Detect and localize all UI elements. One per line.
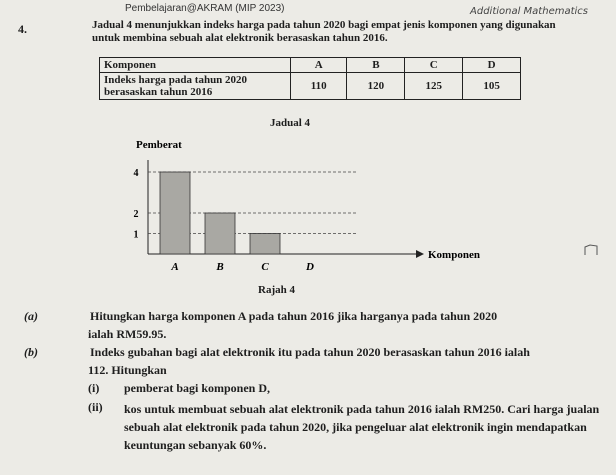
y-tick-label-4: 4 (133, 168, 139, 179)
bar-c (250, 234, 280, 255)
part-i-text: pemberat bagi komponen D, (124, 381, 271, 395)
table-header-label: Komponen (100, 58, 291, 73)
category-label-d: D (306, 261, 314, 273)
part-i-label: (i) (88, 381, 100, 395)
price-index-table (99, 57, 521, 100)
table-col-c: C (405, 58, 463, 73)
table-col-d: D (463, 58, 521, 73)
part-a-line1: Hitungkan harga komponen A pada tahun 2016 jika harganya pada tahun 2020 (90, 309, 498, 323)
y-tick-label-2: 2 (133, 209, 139, 220)
handwritten-note: Additional Mathematics (470, 6, 588, 17)
part-ii-label: (ii) (88, 400, 103, 414)
table-caption: Jadual 4 (270, 117, 311, 129)
table-cell-a: 110 (291, 73, 347, 100)
source-header: Pembelajaran@AKRAM (MIP 2023) (125, 3, 285, 14)
category-label-a: A (171, 261, 179, 273)
bar-b (205, 213, 235, 254)
x-axis-arrow (416, 250, 424, 258)
y-tick-label-1: 1 (133, 229, 139, 241)
table-cell-c: 125 (405, 73, 463, 100)
question-intro: Jadual 4 menunjukkan indeks harga pada tahun 2020 bagi empat jenis komponen yang digunakan untuk membina sebuah alat elektronik berasaskan tahun 2016. (92, 19, 556, 44)
page-corner-icon (584, 244, 598, 256)
table-row (100, 73, 521, 100)
part-b-line1: Indeks gubahan bagi alat elektronik itu pada tahun 2020 berasaskan tahun 2016 ialah (90, 345, 530, 359)
bar-a (160, 172, 190, 254)
chart-caption: Rajah 4 (258, 284, 295, 296)
table-col-b: B (347, 58, 405, 73)
part-a-line2: ialah RM59.95. (88, 327, 167, 341)
part-a-label: (a) (24, 309, 38, 323)
table-cell-d: 105 (463, 73, 521, 100)
weight-chart (108, 138, 508, 288)
category-label-c: C (261, 261, 269, 273)
table-row-label: Indeks harga pada tahun 2020 berasaskan tahun 2016 (100, 73, 291, 100)
category-label-b: B (216, 261, 224, 273)
table-col-a: A (291, 58, 347, 73)
table-header-row (100, 58, 521, 73)
x-axis-label: Komponen (428, 249, 480, 261)
table-cell-b: 120 (347, 73, 405, 100)
question-number: 4. (18, 22, 27, 36)
part-b-label: (b) (24, 345, 38, 359)
part-ii-text: kos untuk membuat sebuah alat elektronik pada tahun 2016 ialah RM250. Cari harga jualan sebuah alat elektronik pada tahun 2020, jika pengeluar alat elektronik ingin mendapatkan keuntungan sebanyak 60%. (124, 402, 600, 452)
y-axis-label: Pemberat (136, 139, 182, 151)
part-b-line2: 112. Hitungkan (88, 363, 167, 377)
